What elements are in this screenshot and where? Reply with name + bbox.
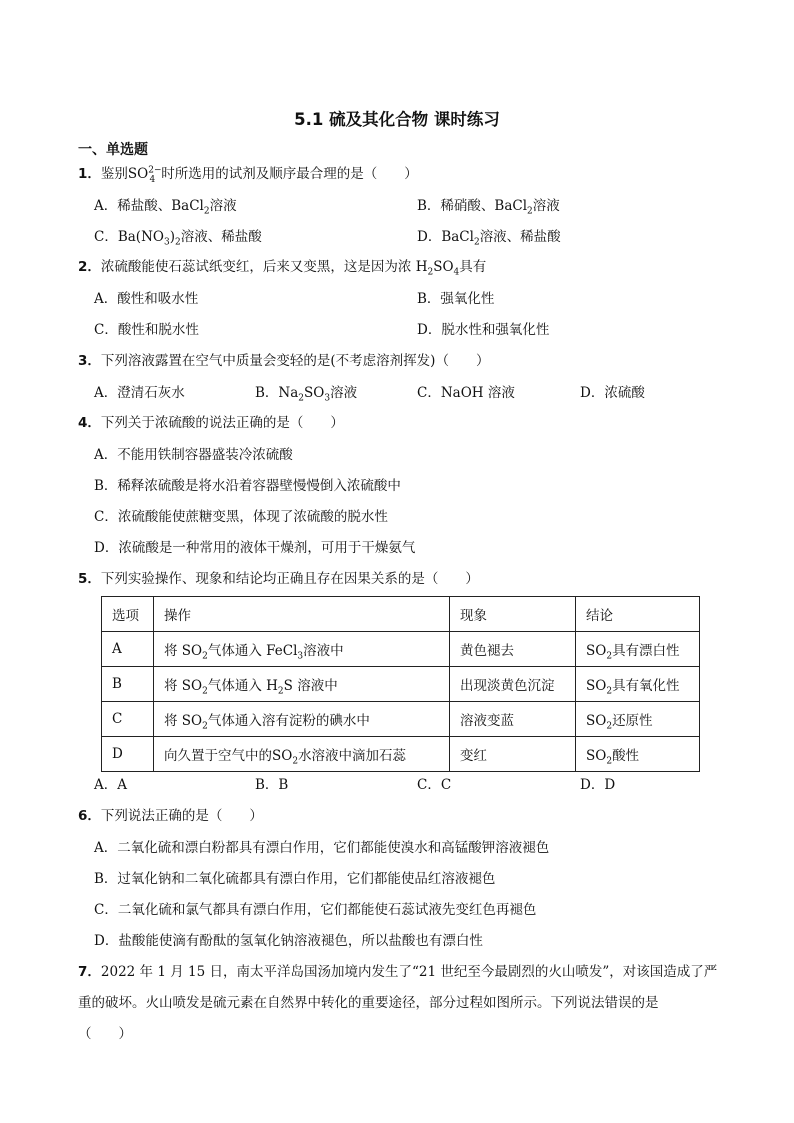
option-text: A．稀盐酸、BaCl — [94, 198, 204, 214]
question-7-stem-line-2: 重的破坏。火山喷发是硫元素在自然界中转化的重要途径，部分过程如图所示。下列说法错误的是 — [78, 995, 659, 1011]
cell-option: C — [102, 702, 154, 737]
option-text: C．Ba(NO — [94, 229, 164, 245]
cell-phenomenon: 溶液变蓝 — [450, 702, 576, 737]
cell-text: 向久置于空气中的SO — [164, 748, 293, 764]
subscript: 2 — [427, 267, 434, 278]
stem-text: 下列关于浓硫酸的说法正确的是（ ） — [100, 415, 344, 431]
question-6-option-c: C．二氧化硫和氯气都具有漂白作用，它们都能使石蕊试液先变红色再褪色 — [94, 902, 537, 918]
question-2-option-b: B．强氧化性 — [417, 291, 495, 307]
cell-conclusion — [576, 667, 700, 702]
cell-text: 气体通入 FeCl — [207, 643, 298, 659]
cell-phenomenon: 变红 — [450, 737, 576, 772]
cell-text: 气体通入 H — [207, 678, 278, 694]
table-row — [102, 667, 700, 702]
option-text: B．Na — [255, 385, 299, 401]
option-text: 溶液 — [330, 385, 358, 401]
cell-text: 将 SO — [164, 643, 203, 659]
question-number: 2． — [78, 259, 101, 275]
cell-conclusion — [576, 737, 700, 772]
question-number: 4． — [78, 415, 101, 431]
table-header-row — [102, 597, 700, 632]
subscript: 3 — [324, 393, 331, 404]
cell-text: SO — [586, 713, 607, 729]
cell-text: SO — [586, 748, 607, 764]
subscript: 3 — [297, 651, 304, 662]
question-5-stem — [78, 570, 479, 588]
subscript: 4 — [453, 267, 460, 278]
question-4-option-b: B．稀释浓硫酸是将水沿着容器壁慢慢倒入浓硫酸中 — [94, 478, 401, 494]
question-3-option-b — [255, 384, 357, 402]
stem-text: 时所选用的试剂及顺序最合理的是（ ） — [161, 166, 418, 182]
option-text: ) — [169, 229, 175, 245]
stem-text: 下列说法正确的是（ ） — [100, 808, 263, 824]
option-text: 溶液 — [532, 198, 560, 214]
header-cell-option: 选项 — [102, 597, 154, 632]
subscript: 2 — [202, 721, 208, 732]
header-cell-conclusion: 结论 — [576, 597, 700, 632]
subscript: 2 — [527, 206, 533, 217]
superscript: 2− — [148, 165, 162, 176]
subscript: 2 — [606, 721, 613, 732]
cell-option: D — [102, 737, 154, 772]
table-row — [102, 737, 700, 772]
question-1-option-c — [94, 228, 262, 246]
subscript: 2 — [473, 237, 480, 248]
subscript: 4 — [149, 174, 156, 185]
cell-option: A — [102, 632, 154, 667]
cell-phenomenon: 出现淡黄色沉淀 — [450, 667, 576, 702]
question-2-option-a: A．酸性和吸水性 — [94, 291, 199, 307]
option-text: SO — [304, 385, 325, 401]
cell-phenomenon: 黄色褪去 — [450, 632, 576, 667]
stem-text: 2022 年 1 月 15 日，南太平洋岛国汤加境内发生了“21 世纪至今最剧烈的火山喷发”，对该国造成了严 — [100, 964, 718, 980]
question-3-option-c: C．NaOH 溶液 — [417, 385, 515, 401]
stem-text: 鉴别SO — [100, 166, 149, 182]
stem-text: 下列溶液露置在空气中质量会变轻的是(不考虑溶剂挥发)（ ） — [100, 353, 490, 369]
cell-text: 溶液中 — [303, 643, 344, 659]
table-row — [102, 632, 700, 667]
question-4-option-c: C．浓硫酸能使蔗糖变黑，体现了浓硫酸的脱水性 — [94, 509, 388, 525]
cell-text: 具有漂白性 — [612, 643, 680, 659]
subscript: 2 — [606, 651, 613, 662]
subscript: 3 — [163, 237, 170, 248]
question-2-stem — [78, 258, 486, 276]
header-cell-operation: 操作 — [154, 597, 450, 632]
cell-operation — [154, 667, 450, 702]
question-number: 3． — [78, 353, 101, 369]
cell-text: 气体通入溶有淀粉的碘水中 — [207, 713, 370, 729]
question-4-option-a: A．不能用铁制容器盛装冷浓硫酸 — [94, 447, 293, 463]
option-text: 溶液、稀盐酸 — [180, 229, 262, 245]
question-3-stem — [78, 352, 489, 370]
cell-text: 还原性 — [612, 713, 653, 729]
option-text: B．稀硝酸、BaCl — [417, 198, 528, 214]
stem-text: 下列实验操作、现象和结论均正确且存在因果关系的是（ ） — [100, 571, 479, 587]
cell-text: SO — [586, 643, 607, 659]
cell-operation — [154, 702, 450, 737]
question-number: 6． — [78, 808, 101, 824]
stem-text: SO — [433, 259, 454, 275]
question-number: 7． — [78, 964, 101, 980]
subscript: 2 — [277, 686, 284, 697]
question-5-option-c: C．C — [417, 777, 452, 793]
cell-text: 具有氧化性 — [612, 678, 680, 694]
question-2-option-c: C．酸性和脱水性 — [94, 322, 199, 338]
page-title: 5.1 硫及其化合物 课时练习 — [294, 110, 500, 129]
cell-operation — [154, 737, 450, 772]
question-1-option-a — [94, 197, 237, 215]
question-1-option-b — [417, 197, 560, 215]
option-text: D．BaCl — [417, 229, 474, 245]
stem-text: 浓硫酸能使石蕊试纸变红，后来又变黑，这是因为浓 H — [100, 259, 428, 275]
question-6-stem — [78, 807, 263, 825]
question-6-option-a: A．二氧化硫和漂白粉都具有漂白作用，它们都能使溴水和高锰酸钾溶液褪色 — [94, 840, 550, 856]
question-1-stem — [78, 165, 418, 183]
option-text: 溶液、稀盐酸 — [479, 229, 561, 245]
option-text: 溶液 — [209, 198, 237, 214]
stem-text: 具有 — [459, 259, 487, 275]
experiment-table — [101, 596, 700, 772]
question-3-option-d: D．浓硫酸 — [580, 385, 645, 401]
subscript: 2 — [202, 686, 208, 697]
subscript: 2 — [292, 756, 299, 767]
header-cell-phenomenon: 现象 — [450, 597, 576, 632]
question-6-option-b: B．过氧化钠和二氧化硫都具有漂白作用，它们都能使品红溶液褪色 — [94, 871, 496, 887]
table-row — [102, 702, 700, 737]
cell-option: B — [102, 667, 154, 702]
question-3-option-a: A．澄清石灰水 — [94, 385, 185, 401]
question-7-stem-line-3: （ ） — [78, 1026, 132, 1042]
cell-text: 酸性 — [612, 748, 640, 764]
question-number: 1． — [78, 166, 101, 182]
question-7-stem-line-1 — [78, 963, 717, 981]
subscript: 2 — [606, 686, 613, 697]
cell-conclusion — [576, 632, 700, 667]
cell-operation — [154, 632, 450, 667]
question-5-option-d: D．D — [580, 777, 616, 793]
cell-conclusion — [576, 702, 700, 737]
question-5-option-b: B．B — [255, 777, 289, 793]
subscript: 2 — [202, 651, 208, 662]
question-2-option-d: D．脱水性和强氧化性 — [417, 322, 550, 338]
question-4-stem — [78, 414, 344, 432]
section-heading: 一、单选题 — [78, 142, 148, 158]
cell-text: 将 SO — [164, 678, 203, 694]
cell-text: SO — [586, 678, 607, 694]
subscript: 2 — [298, 393, 305, 404]
question-5-option-a: A．A — [94, 777, 127, 793]
question-1-option-d — [417, 228, 561, 246]
question-6-option-d: D．盐酸能使滴有酚酞的氢氧化钠溶液褪色，所以盐酸也有漂白性 — [94, 933, 483, 949]
question-4-option-d: D．浓硫酸是一种常用的液体干燥剂，可用于干燥氨气 — [94, 540, 416, 556]
cell-text: 水溶液中滴加石蕊 — [298, 748, 407, 764]
subscript: 2 — [606, 756, 613, 767]
cell-text: S 溶液中 — [283, 678, 338, 694]
question-number: 5． — [78, 571, 101, 587]
subscript: 2 — [174, 237, 181, 248]
subscript: 2 — [203, 206, 210, 217]
cell-text: 将 SO — [164, 713, 203, 729]
